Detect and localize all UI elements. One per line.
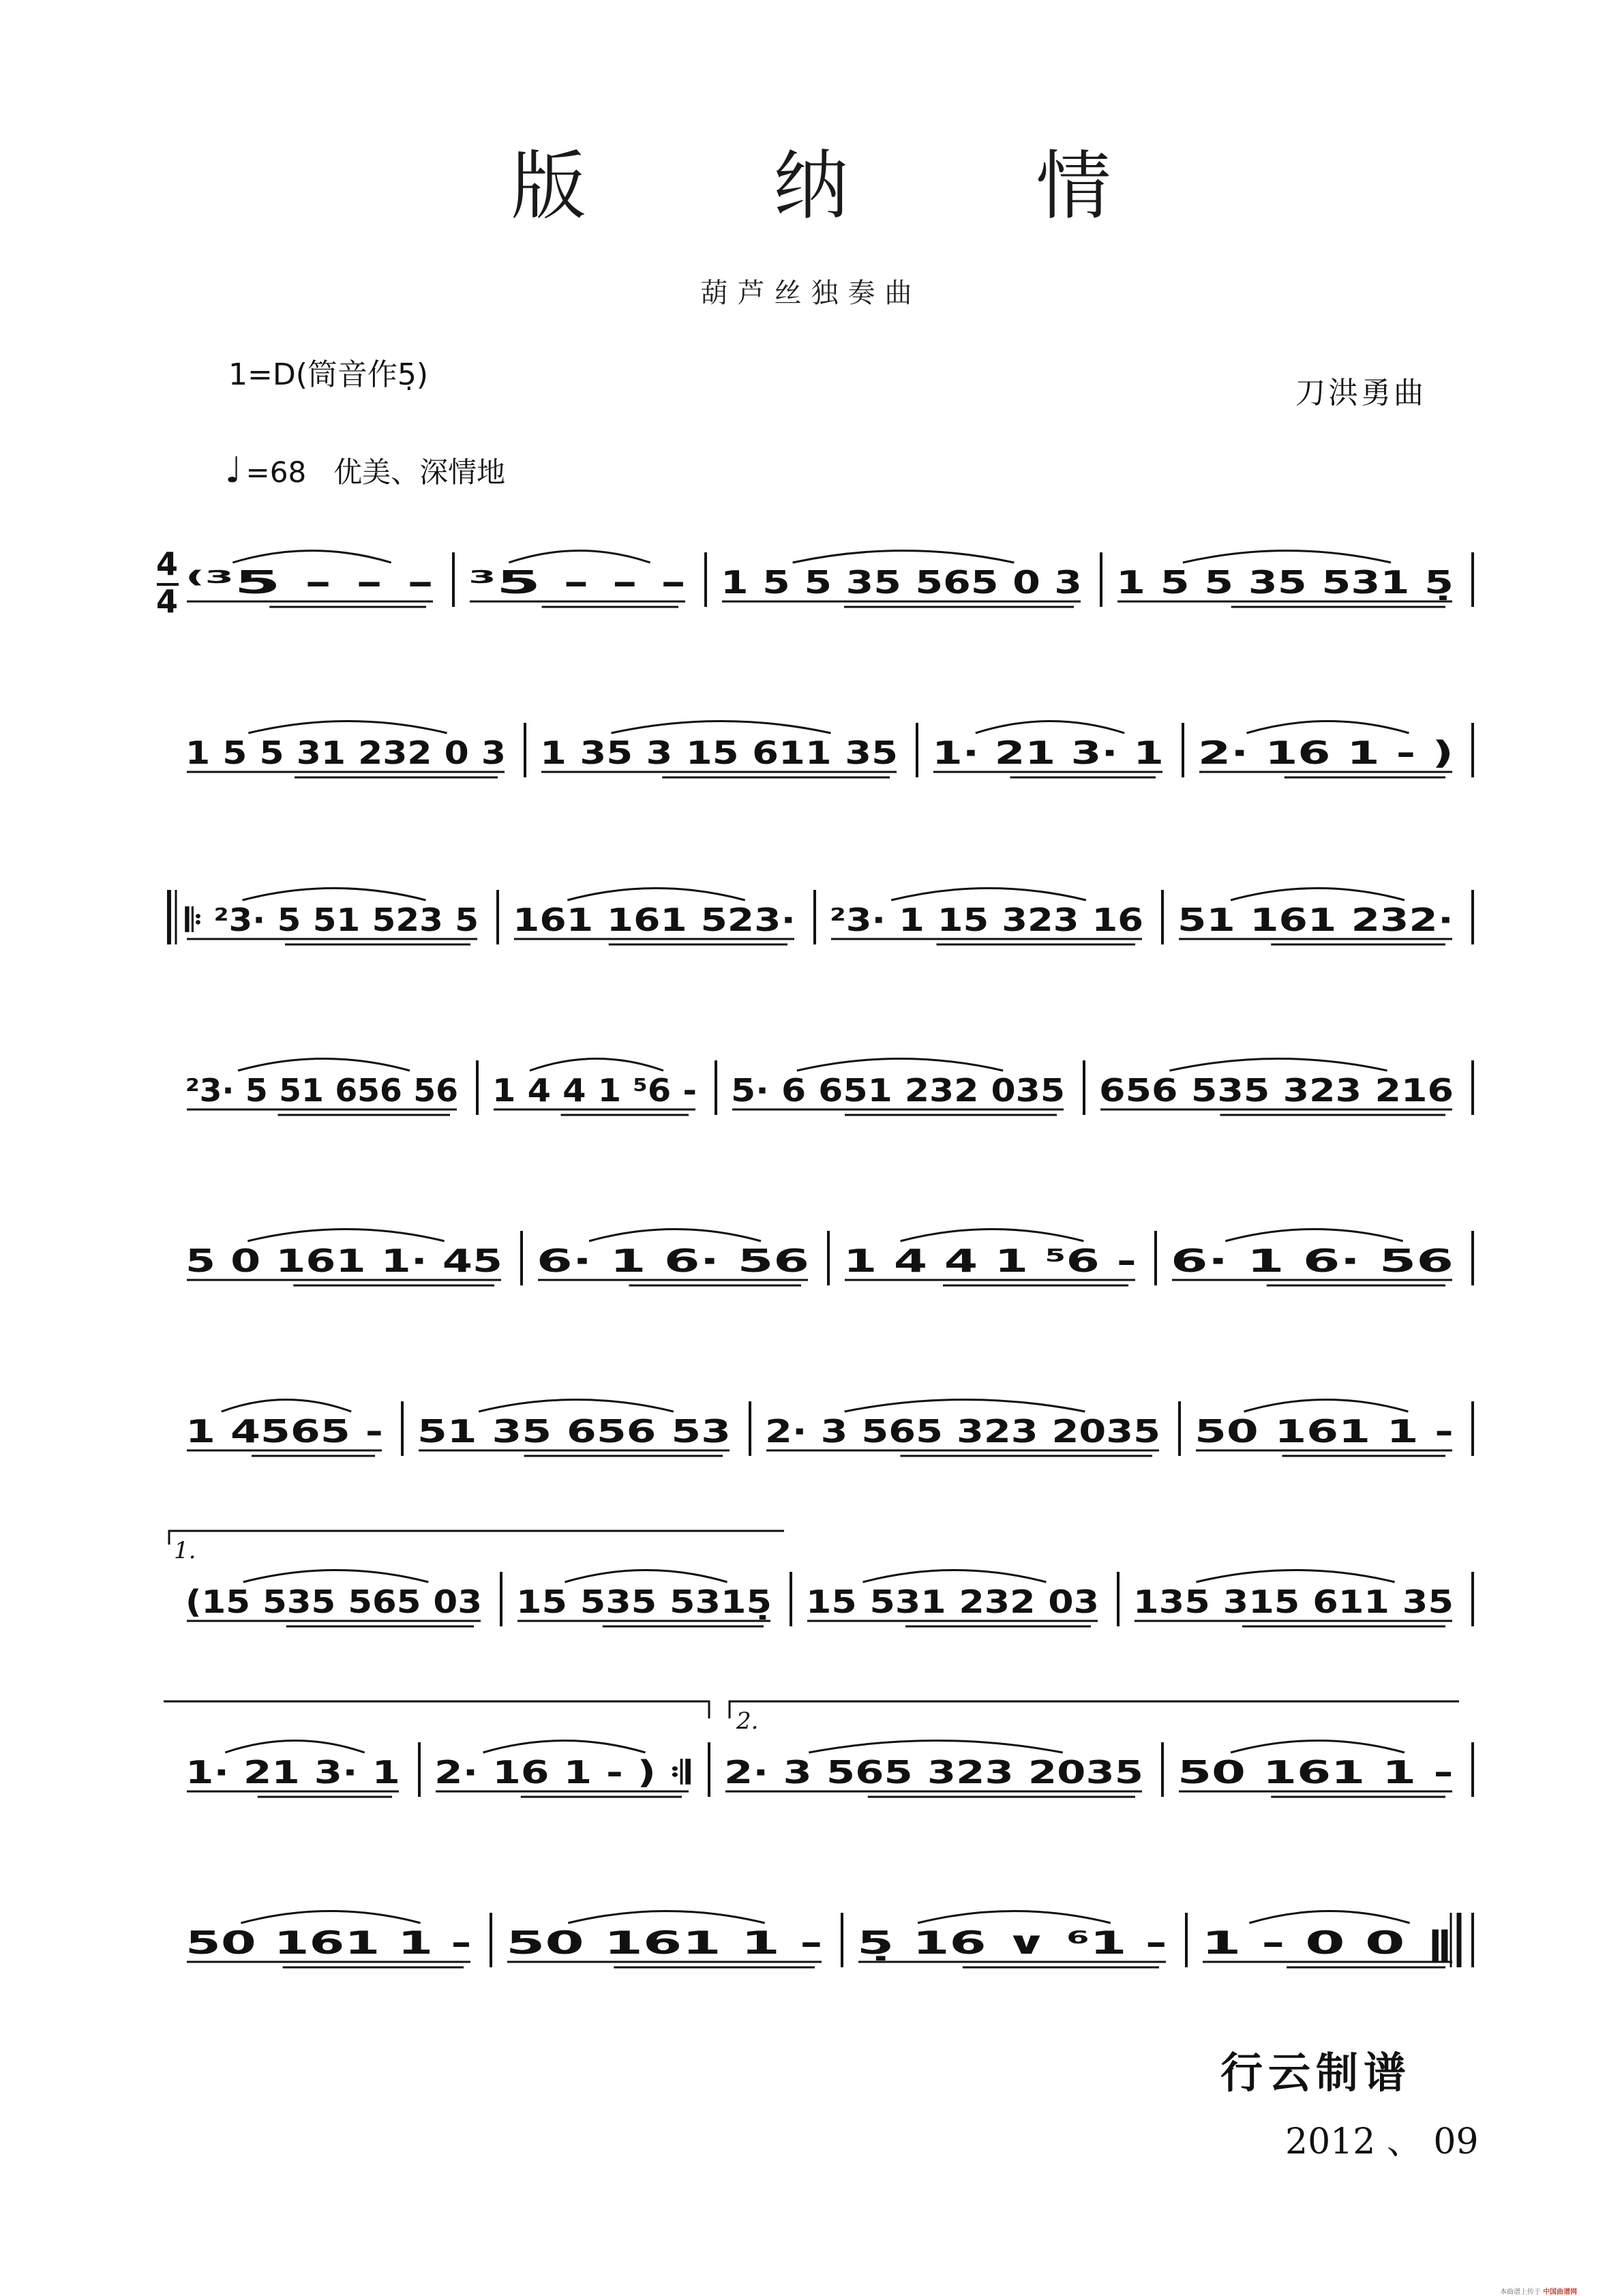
site-logo: 中国曲谱网 <box>1543 2288 1578 2296</box>
measure-notation: 50 161 1 - <box>1177 1754 1454 1791</box>
measure-notation: 135 315 611 35 <box>1133 1583 1454 1620</box>
tempo-value: =68 <box>245 456 307 489</box>
staff-row <box>185 721 1473 778</box>
measure-notation: 1 5 5 35 565 0 3 <box>721 564 1082 601</box>
staff-row <box>185 1229 1473 1286</box>
staff-rows <box>164 551 1473 1968</box>
measure-notation: (15 535 565 03 <box>185 1583 482 1620</box>
staff-row <box>185 1400 1473 1457</box>
measure-notation: 50 161 1 - <box>1195 1413 1454 1450</box>
measure-notation: 15 535 5315̣ <box>516 1583 772 1620</box>
measure-notation: 1· 21 3· 1 <box>932 734 1164 771</box>
site-footer <box>1500 2286 1577 2296</box>
arranger-signature: 行云制谱 <box>1220 2048 1412 2098</box>
key-signature-text: 1=D(筒音作5̣) <box>228 357 429 392</box>
time-signature <box>156 546 179 620</box>
measure-notation: 15 531 232 03 <box>806 1583 1099 1620</box>
measure-notation: 1 4565 - <box>185 1413 383 1450</box>
staff-row <box>185 551 1473 608</box>
measure-notation: 2· 3 565 323 2035 <box>724 1754 1143 1791</box>
measure-notation: 5 0 161 1· 45 <box>185 1242 502 1279</box>
measure-notation: 50 161 1 - <box>185 1924 472 1961</box>
measure-notation: ³5 - - - <box>468 564 687 601</box>
measure-notation: ²3· 1 15 323 16 <box>830 901 1143 938</box>
staff-row <box>185 1570 1473 1627</box>
expression-text: 优美、深情地 <box>333 456 506 489</box>
measure-notation: 2· 16 1 - ) <box>1198 734 1454 771</box>
measure-notation: 2· 16 1 - ) 𝄇 <box>434 1754 692 1791</box>
measure-notation: 1 5 5 31 232 0 3 <box>185 734 506 771</box>
time-signature-top: 4 <box>155 546 179 582</box>
footer-text: 本曲谱上传于 <box>1500 2288 1541 2296</box>
measure-notation: 5̣ 16 ∨ ⁶1 - <box>857 1924 1167 1961</box>
measure-notation: ²3· 5 51 656 56 <box>185 1072 458 1109</box>
measure-notation: 1 4 4 1 ⁵6 - <box>492 1072 697 1109</box>
measure-notation: 1 5 5 35 531 5̣ <box>1116 564 1454 601</box>
volta-label: 2. <box>736 1708 759 1735</box>
measure-notation: 1 35 3 15 611 35 <box>540 734 898 771</box>
measure-notation: 𝄆 ²3· 5 51 523 5 <box>184 901 479 938</box>
measure-notation: 6· 1 6· 56 <box>537 1242 809 1279</box>
measure-notation: 656 535 323 216 <box>1099 1072 1454 1109</box>
time-signature-bottom: 4 <box>155 583 179 620</box>
score-subtitle: 葫芦丝独奏曲 <box>700 278 922 309</box>
measure-notation: 5· 6 651 232 035 <box>731 1072 1065 1109</box>
staff-row <box>185 1911 1473 1968</box>
staff-row <box>185 1059 1473 1116</box>
arrangement-date: 2012 、 09 <box>1285 2121 1479 2162</box>
quarter-note-icon: ♩ <box>225 450 242 491</box>
measure-notation: 51 35 656 53 <box>417 1413 731 1450</box>
measure-notation: 6· 1 6· 56 <box>1171 1242 1454 1279</box>
volta-label: 1. <box>174 1537 196 1564</box>
measure-notation: 1 4 4 1 ⁵6 - <box>843 1242 1137 1279</box>
staff-row <box>185 889 1473 945</box>
measure-notation: 161 161 523· <box>513 901 796 938</box>
measure-notation: 50 161 1 - <box>506 1924 823 1961</box>
measure-notation: 51 161 232· <box>1177 901 1454 938</box>
measure-notation: 1 - 0 0 ‖ <box>1201 1924 1340 1961</box>
measure-notation: ⁽³5 - - - <box>185 564 434 601</box>
measure-notation: 1· 21 3· 1 <box>185 1754 400 1791</box>
composer-credit: 刀洪勇曲 <box>1295 376 1426 411</box>
staff-row <box>185 1741 1473 1798</box>
score-title: 版 纳 情 <box>511 143 1193 230</box>
measure-notation: 2· 3 565 323 2035 <box>765 1413 1160 1450</box>
